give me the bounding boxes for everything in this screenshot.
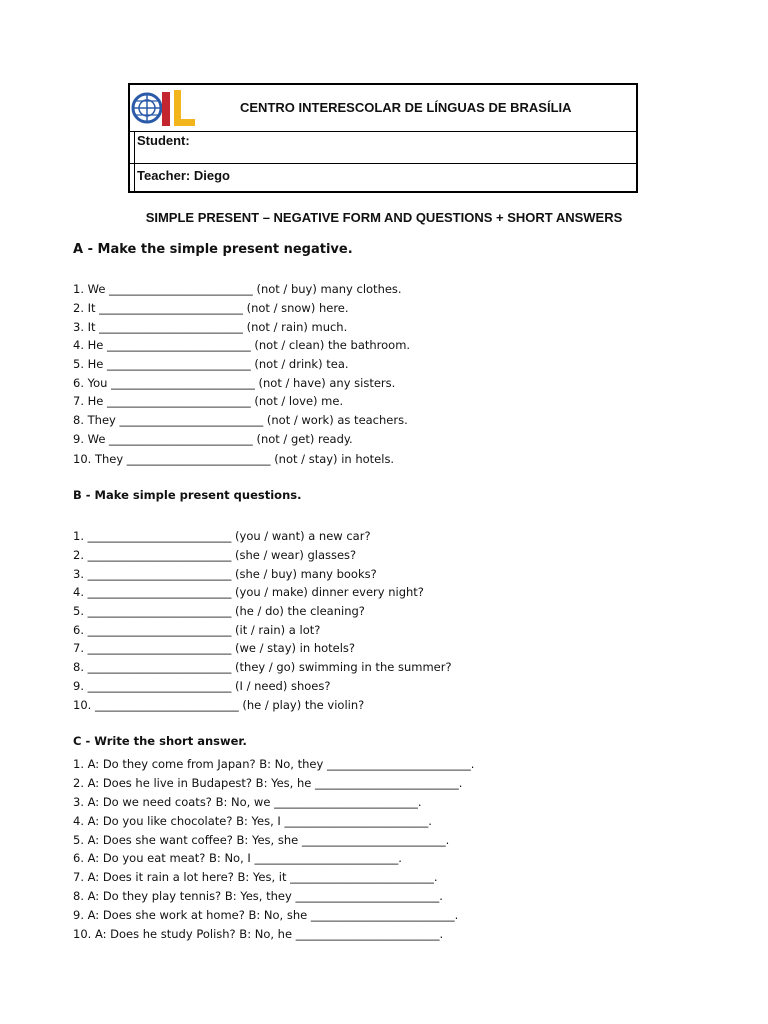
exercise-line: 3. A: Do we need coats? B: No, we _________________________. <box>73 795 422 809</box>
exercise-line: 1. We _________________________ (not / buy) many clothes. <box>73 282 402 296</box>
cil-logo <box>130 86 198 130</box>
section-a-title: A - Make the simple present negative. <box>73 242 353 257</box>
exercise-line: 9. A: Does she work at home? B: No, she _________________________. <box>73 908 459 922</box>
exercise-line: 4. A: Do you like chocolate? B: Yes, I _________________________. <box>73 814 432 828</box>
exercise-line: 10. A: Does he study Polish? B: No, he _________________________. <box>73 927 444 941</box>
logo-l-shape <box>174 90 195 126</box>
exercise-line: 1. A: Do they come from Japan? B: No, they _________________________. <box>73 757 475 771</box>
exercise-line: 2. A: Does he live in Budapest? B: Yes, he _________________________. <box>73 776 463 790</box>
exercise-line: 7. _________________________ (we / stay) in hotels? <box>73 641 356 655</box>
exercise-line: 9. _________________________ (I / need) shoes? <box>73 679 331 693</box>
exercise-line: 9. We _________________________ (not / get) ready. <box>73 432 353 446</box>
exercise-line: 3. It _________________________ (not / rain) much. <box>73 320 348 334</box>
exercise-line: 1. _________________________ (you / want) a new car? <box>73 529 371 543</box>
header-title-row <box>130 85 636 132</box>
exercise-line: 2. _________________________ (she / wear) glasses? <box>73 548 357 562</box>
exercise-line: 6. _________________________ (it / rain) a lot? <box>73 623 321 637</box>
exercise-line: 4. He _________________________ (not / clean) the bathroom. <box>73 338 411 352</box>
teacher-label: Teacher: Diego <box>137 168 230 183</box>
exercise-line: 8. A: Do they play tennis? B: Yes, they _________________________. <box>73 889 443 903</box>
globe-icon <box>133 94 161 122</box>
student-row <box>130 131 636 164</box>
school-name: CENTRO INTERESCOLAR DE LÍNGUAS DE BRASÍLIA <box>240 100 572 115</box>
exercise-line: 8. _________________________ (they / go) swimming in the summer? <box>73 660 452 674</box>
logo-i-bar <box>162 92 170 126</box>
exercise-line: 4. _________________________ (you / make) dinner every night? <box>73 585 424 599</box>
section-c-title: C - Write the short answer. <box>73 734 247 748</box>
section-b-title: B - Make simple present questions. <box>73 488 302 502</box>
worksheet-title: SIMPLE PRESENT – NEGATIVE FORM AND QUESTIONS + SHORT ANSWERS <box>145 210 623 225</box>
teacher-row <box>130 163 636 191</box>
exercise-line: 10. They _________________________ (not / stay) in hotels. <box>73 452 395 466</box>
exercise-line: 10. _________________________ (he / play) the violin? <box>73 698 365 712</box>
exercise-line: 8. They _________________________ (not / work) as teachers. <box>73 413 408 427</box>
exercise-line: 5. _________________________ (he / do) the cleaning? <box>73 604 365 618</box>
exercise-line: 7. He _________________________ (not / love) me. <box>73 394 344 408</box>
exercise-line: 2. It _________________________ (not / snow) here. <box>73 301 349 315</box>
exercise-line: 6. You _________________________ (not / have) any sisters. <box>73 376 396 390</box>
exercise-line: 7. A: Does it rain a lot here? B: Yes, it _________________________. <box>73 870 438 884</box>
exercise-line: 5. A: Does she want coffee? B: Yes, she _________________________. <box>73 833 450 847</box>
student-label: Student: <box>137 133 190 148</box>
exercise-line: 5. He _________________________ (not / drink) tea. <box>73 357 349 371</box>
exercise-line: 6. A: Do you eat meat? B: No, I _________________________. <box>73 851 402 865</box>
exercise-line: 3. _________________________ (she / buy) many books? <box>73 567 377 581</box>
header-table <box>128 83 638 193</box>
